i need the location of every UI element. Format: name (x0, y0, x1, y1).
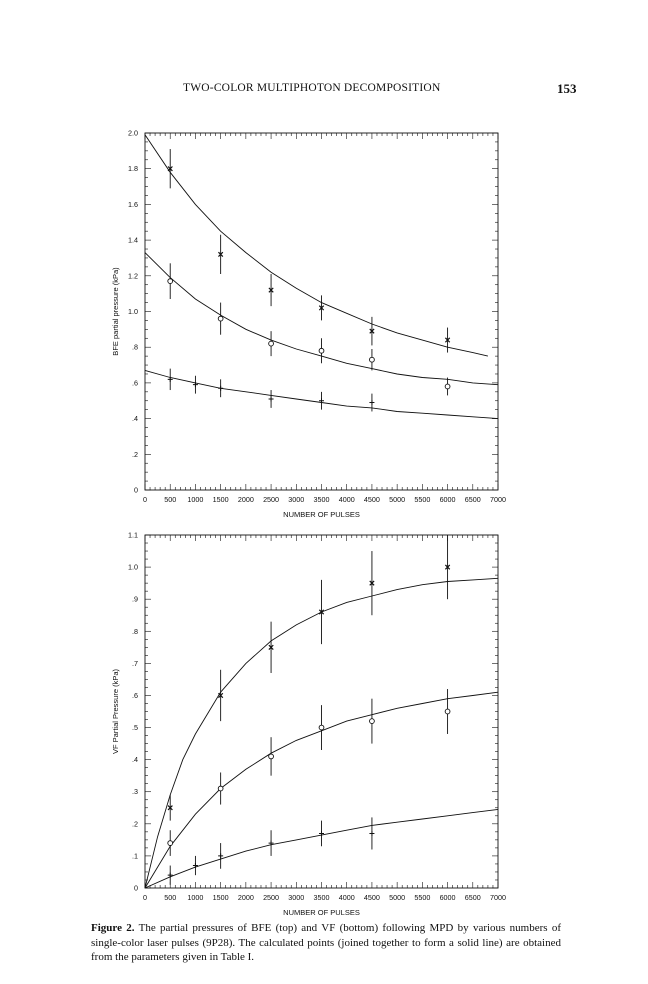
figure-caption-text: The partial pressures of BFE (top) and VF (bottom) following MPD by various numbers of single-color laser pulses (9P28). The calculated points (joined together to form a solid line) are obtained from the parameters given in Table I. (91, 922, 561, 963)
y-tick-label: .2 (132, 819, 138, 829)
x-axis-label: NUMBER OF PULSES (283, 908, 360, 917)
x-tick-label: 2500 (263, 893, 280, 902)
y-tick-label: .8 (132, 626, 138, 636)
data-point-plus (218, 386, 223, 391)
x-tick-label: 3000 (288, 495, 305, 504)
x-tick-label: 500 (164, 495, 177, 504)
y-tick-label: .7 (132, 658, 138, 668)
data-point-circle (370, 357, 375, 362)
x-tick-label: 1500 (212, 893, 229, 902)
figure-caption (91, 921, 561, 965)
y-tick-label: 1.4 (128, 235, 138, 245)
x-tick-label: 6500 (464, 893, 481, 902)
x-tick-label: 4500 (363, 893, 380, 902)
running-title: TWO-COLOR MULTIPHOTON DECOMPOSITION (183, 82, 441, 94)
y-tick-label: 0 (134, 883, 138, 893)
x-tick-label: 5500 (414, 893, 431, 902)
figure-label: Figure 2. (91, 922, 135, 934)
y-tick-label: 0 (134, 485, 138, 495)
x-tick-label: 6000 (439, 893, 456, 902)
y-tick-label: 2.0 (128, 128, 138, 138)
x-tick-label: 0 (143, 495, 147, 504)
data-point-circle (370, 719, 375, 724)
y-tick-label: 1.8 (128, 164, 138, 174)
data-point-circle (445, 384, 450, 389)
y-tick-label: .5 (132, 723, 138, 733)
x-tick-label: 5000 (389, 893, 406, 902)
data-point-plus (269, 396, 274, 401)
y-tick-label: 1.0 (128, 562, 138, 572)
bfe-chart (0, 118, 648, 528)
x-tick-label: 3000 (288, 893, 305, 902)
y-tick-label: .9 (132, 594, 138, 604)
x-tick-label: 5000 (389, 495, 406, 504)
y-axis-label: VF Partial Pressure (kPa) (111, 668, 120, 755)
data-point-circle (168, 841, 173, 846)
y-tick-label: .6 (132, 690, 138, 700)
data-point-plus (168, 873, 173, 878)
y-tick-label: 1.2 (128, 271, 138, 281)
data-point-circle (168, 279, 173, 284)
x-tick-label: 1500 (212, 495, 229, 504)
y-tick-label: .6 (132, 378, 138, 388)
data-point-circle (319, 348, 324, 353)
x-tick-label: 1000 (187, 893, 204, 902)
x-tick-label: 6500 (464, 495, 481, 504)
x-tick-label: 7000 (490, 495, 506, 504)
data-point-circle (269, 341, 274, 346)
y-tick-label: .3 (132, 787, 138, 797)
data-point-circle (218, 786, 223, 791)
data-point-plus (369, 400, 374, 405)
y-axis-label: BFE partial pressure (kPa) (111, 267, 120, 356)
x-tick-label: 6000 (439, 495, 456, 504)
x-tick-label: 2000 (237, 495, 254, 504)
x-tick-label: 0 (143, 893, 147, 902)
x-tick-label: 1000 (187, 495, 204, 504)
data-point-plus (218, 853, 223, 858)
data-point-circle (218, 316, 223, 321)
y-tick-label: 1.0 (128, 307, 138, 316)
y-tick-label: 1.6 (128, 199, 138, 209)
x-tick-label: 2500 (263, 495, 280, 504)
y-tick-label: .4 (132, 755, 138, 765)
data-point-circle (269, 754, 274, 759)
x-tick-label: 3500 (313, 893, 330, 902)
x-axis-label: NUMBER OF PULSES (283, 510, 360, 519)
x-tick-label: 2000 (237, 893, 254, 902)
fit-curve-1 (145, 135, 488, 356)
y-tick-label: .4 (132, 414, 138, 424)
page-number: 153 (557, 81, 577, 96)
vf-chart (0, 525, 648, 920)
x-tick-label: 5500 (414, 495, 431, 504)
y-tick-label: 1.1 (128, 530, 138, 540)
x-tick-label: 4500 (363, 495, 380, 504)
x-tick-label: 3500 (313, 495, 330, 504)
running-head (0, 82, 648, 102)
x-tick-label: 500 (164, 893, 177, 902)
y-tick-label: .1 (132, 851, 138, 861)
y-tick-label: .2 (132, 449, 138, 459)
data-point-plus (369, 831, 374, 836)
y-tick-label: .8 (132, 342, 138, 352)
x-tick-label: 4000 (338, 495, 355, 504)
x-tick-label: 4000 (338, 893, 355, 902)
data-point-circle (445, 709, 450, 714)
x-tick-label: 7000 (490, 893, 506, 902)
data-point-circle (319, 725, 324, 730)
